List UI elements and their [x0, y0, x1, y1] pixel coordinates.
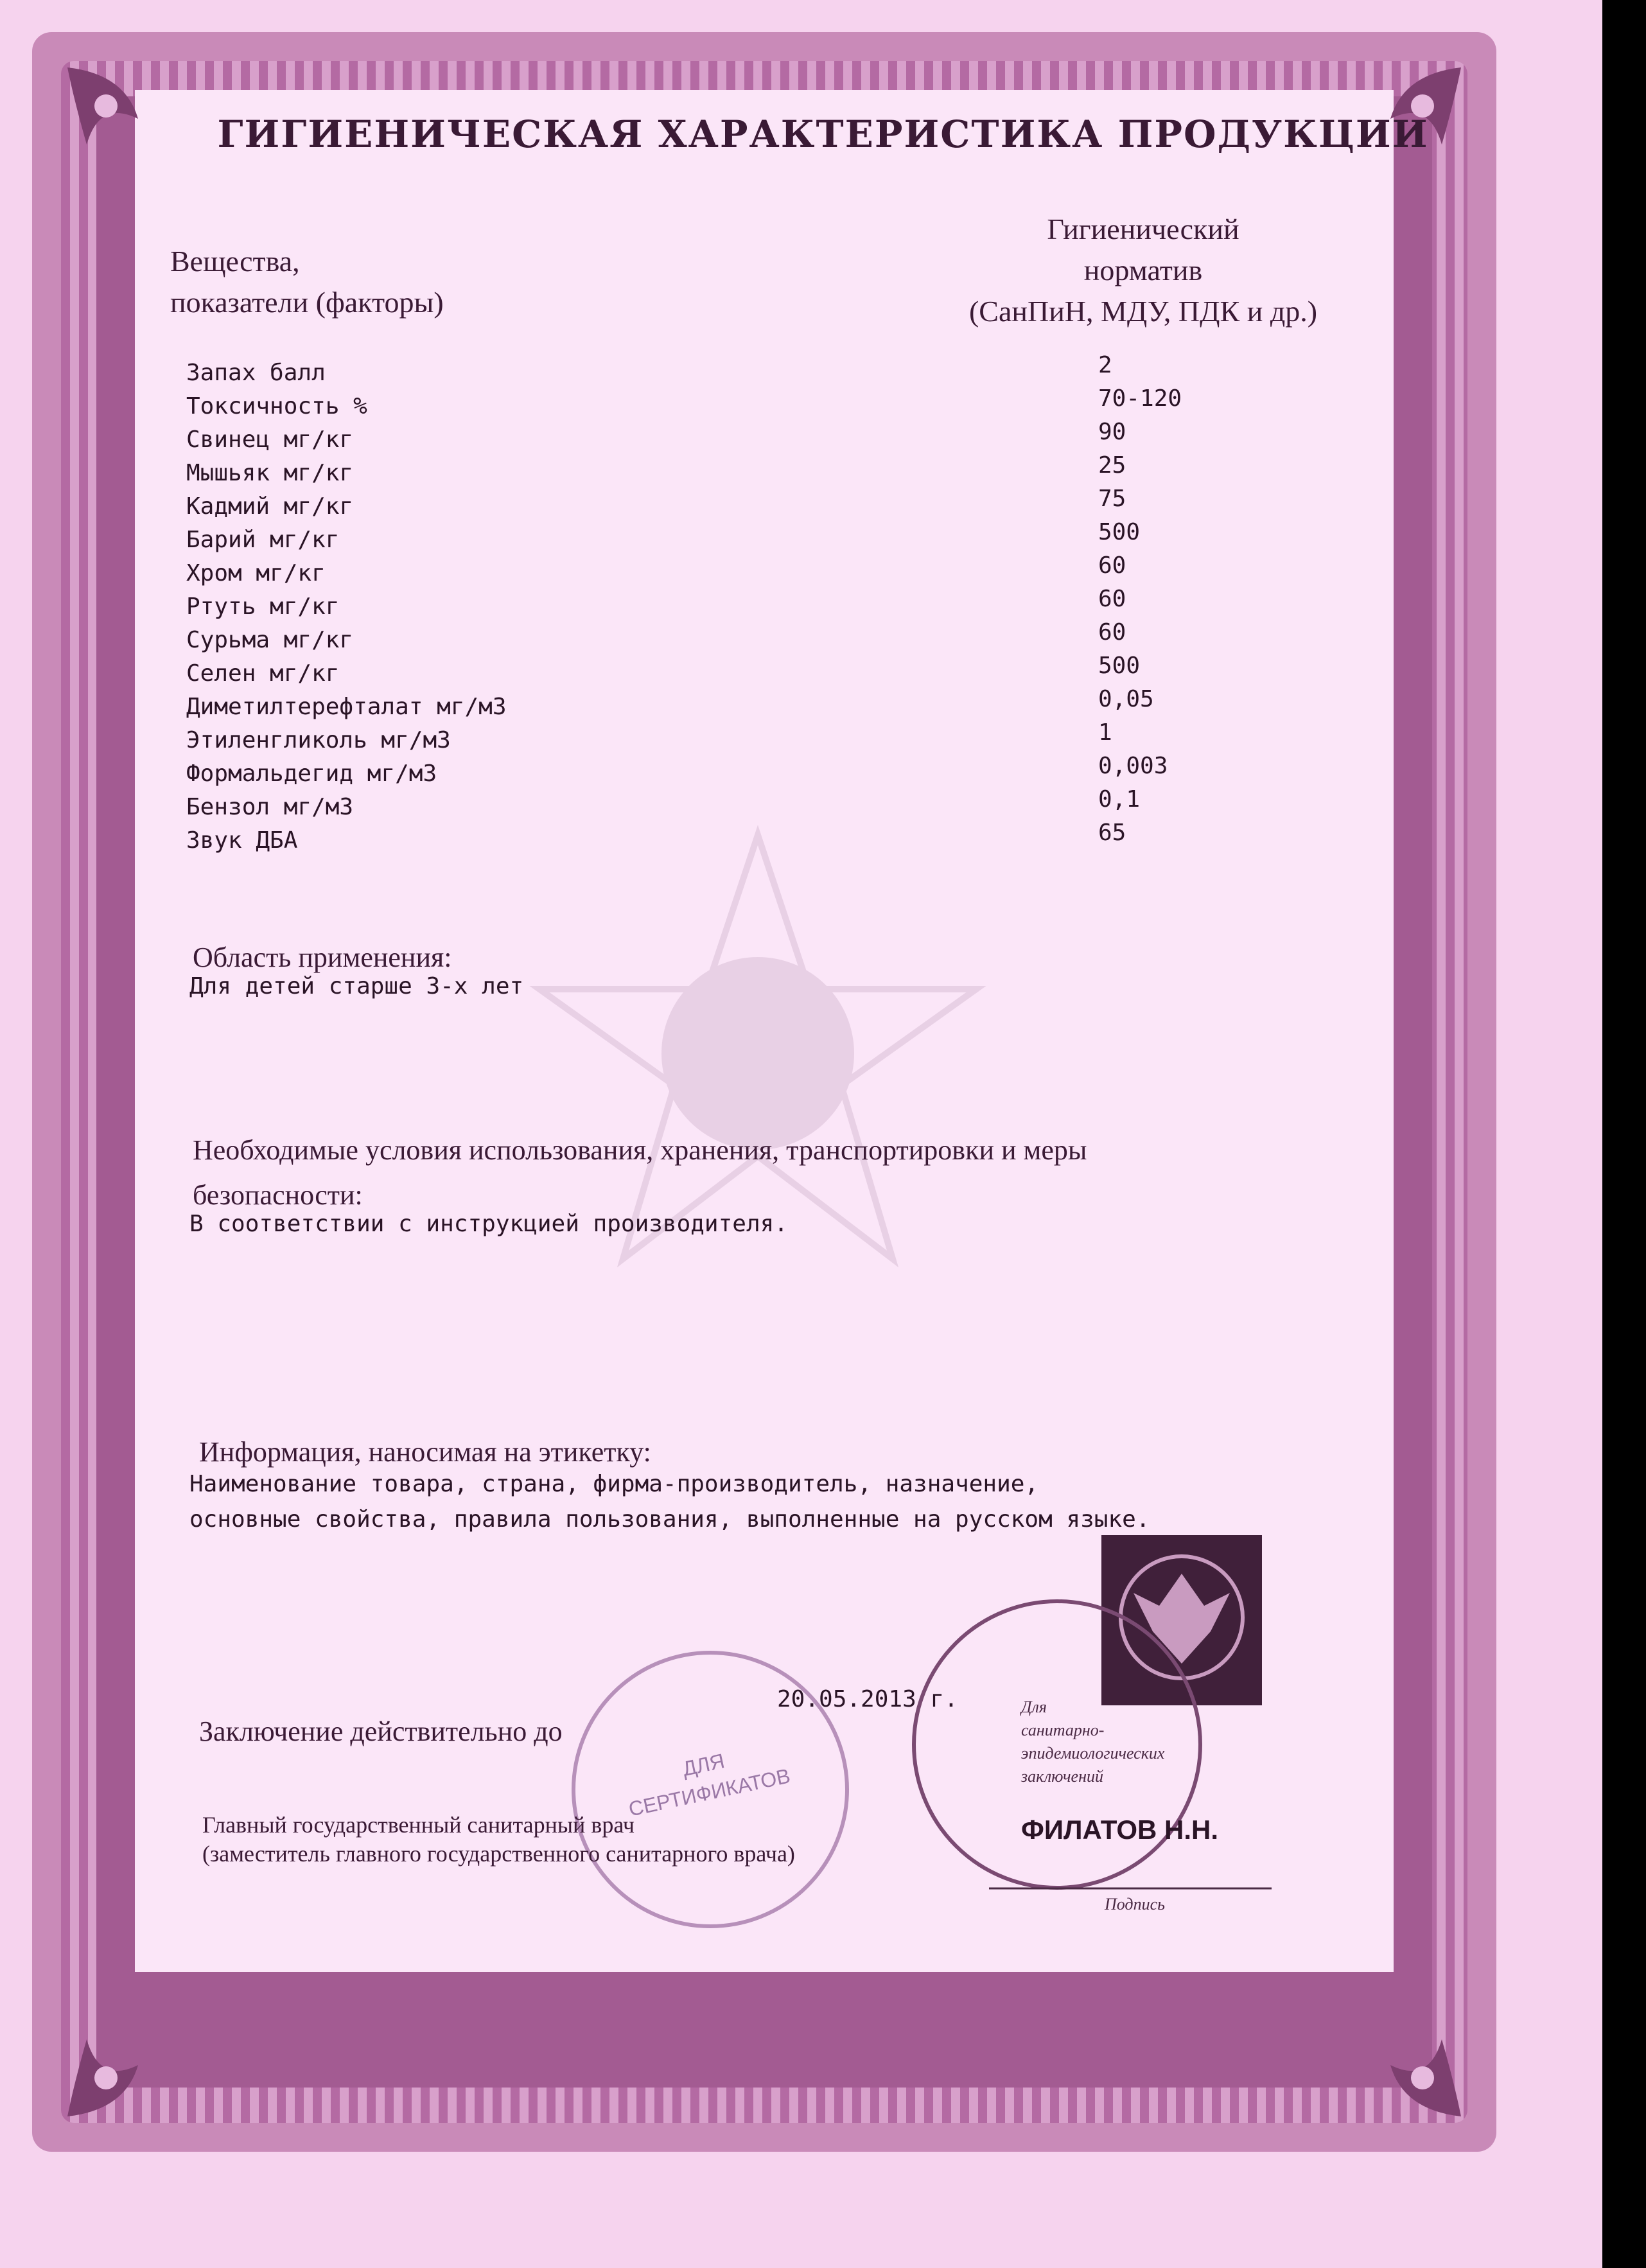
- substances-header: [170, 241, 444, 323]
- signatory-title: Главный государственный санитарный врач: [202, 1812, 635, 1838]
- norm-value: 2: [1098, 352, 1112, 378]
- label-info-label: Информация, наносимая на этикетку:: [199, 1436, 651, 1468]
- substance-name: Звук ДБА: [186, 827, 298, 854]
- norm-value: 0,1: [1098, 786, 1141, 813]
- seal-note-line: санитарно-: [1021, 1721, 1105, 1739]
- scope-label: Область применения:: [193, 942, 452, 973]
- corner-ornament-icon: [1339, 1994, 1467, 2123]
- seal-note-line: эпидемиологических: [1021, 1744, 1165, 1763]
- validity-label: Заключение действительно до: [199, 1716, 563, 1747]
- substance-name: Диметилтерефталат мг/м3: [186, 694, 507, 720]
- substance-name: Формальдегид мг/м3: [186, 760, 437, 787]
- norm-value: 65: [1098, 820, 1126, 846]
- substance-name: Этиленгликоль мг/м3: [186, 727, 451, 753]
- norm-value: 60: [1098, 619, 1126, 646]
- norm-value: 0,05: [1098, 686, 1154, 712]
- conditions-label-cont: безопасности:: [193, 1179, 363, 1211]
- table-row: [186, 820, 1278, 861]
- signatory-subtitle: (заместитель главного государственного санитарного врача): [202, 1841, 795, 1867]
- header-right-line: Гигиенический: [1047, 213, 1239, 245]
- substance-name: Кадмий мг/кг: [186, 493, 354, 520]
- coat-of-arms-watermark-icon: [527, 822, 989, 1272]
- header-right-line: (СанПиН, МДУ, ПДК и др.): [968, 295, 1318, 328]
- substance-name: Ртуть мг/кг: [186, 593, 340, 620]
- substance-name: Бензол мг/м3: [186, 794, 354, 820]
- header-left-line: Вещества,: [170, 245, 300, 277]
- norm-value: 1: [1098, 719, 1112, 746]
- seal-note-line: заключений: [1021, 1767, 1103, 1786]
- norm-value: 500: [1098, 519, 1141, 545]
- norm-value: 60: [1098, 586, 1126, 612]
- norm-value: 60: [1098, 552, 1126, 579]
- document-title: ГИГИЕНИЧЕСКАЯ ХАРАКТЕРИСТИКА ПРОДУКЦИИ: [217, 112, 1429, 156]
- signature-caption: Подпись: [1105, 1895, 1165, 1913]
- conditions-value: В соответствии с инструкцией производителя.: [189, 1211, 788, 1237]
- scope-value: Для детей старше 3-х лет: [189, 973, 524, 999]
- substance-name: Хром мг/кг: [186, 560, 326, 586]
- norm-value: 500: [1098, 653, 1141, 679]
- corner-ornament-icon: [61, 1994, 189, 2123]
- norm-value: 75: [1098, 486, 1126, 512]
- substance-name: Запах балл: [186, 360, 326, 386]
- seal-note: [1021, 1696, 1164, 1788]
- substance-name: Мышьяк мг/кг: [186, 460, 354, 486]
- table-row: [186, 686, 1278, 727]
- norm-value: 70-120: [1098, 385, 1182, 412]
- norm-value: 25: [1098, 452, 1126, 479]
- norm-header: [899, 209, 1387, 332]
- substance-name: Барий мг/кг: [186, 527, 340, 553]
- validity-date: 20.05.2013 г.: [777, 1686, 958, 1712]
- signatory-name: ФИЛАТОВ Н.Н.: [1021, 1815, 1219, 1845]
- header-left-line: показатели (факторы): [170, 286, 444, 319]
- substance-name: Свинец мг/кг: [186, 426, 354, 453]
- substance-name: Сурьма мг/кг: [186, 627, 354, 653]
- seal-note-line: Для: [1021, 1698, 1047, 1716]
- label-info-value: основные свойства, правила пользования, выполненные на русском языке.: [189, 1506, 1150, 1533]
- header-right-line: норматив: [1083, 254, 1203, 286]
- certificates-stamp-text: ДЛЯ СЕРТИФИКАТОВ: [626, 1749, 792, 1821]
- scan-edge: [1602, 0, 1646, 2268]
- conditions-label: Необходимые условия использования, хранения, транспортировки и меры: [193, 1134, 1087, 1166]
- substance-name: Селен мг/кг: [186, 660, 340, 687]
- substance-name: Токсичность %: [186, 393, 367, 419]
- label-info-value: Наименование товара, страна, фирма-производитель, назначение,: [189, 1471, 1039, 1497]
- norm-value: 0,003: [1098, 753, 1168, 779]
- norm-value: 90: [1098, 419, 1126, 445]
